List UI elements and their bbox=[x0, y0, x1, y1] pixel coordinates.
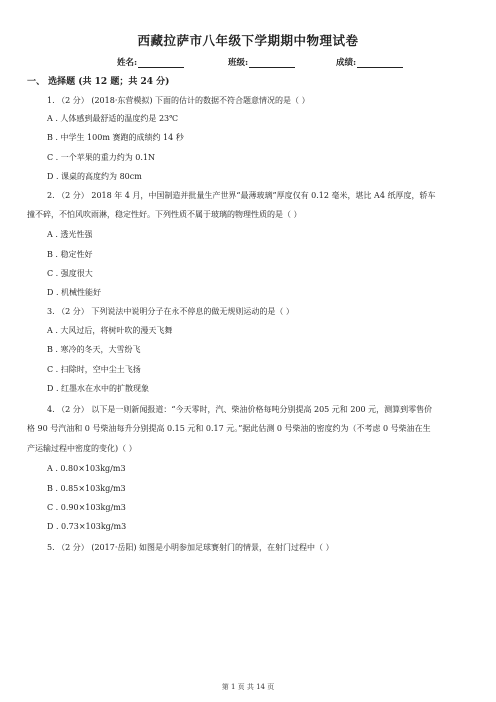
q1-option-a: A . 人体感到最舒适的温度约是 23℃ bbox=[47, 114, 179, 123]
question-3: 3. （2 分） 下列说法中说明分子在永不停息的做无规则运动的是（ ） bbox=[47, 307, 294, 316]
score-blank[interactable] bbox=[357, 59, 403, 68]
q1-option-d: D . 课桌的高度约为 80cm bbox=[47, 172, 142, 181]
question-5: 5. （2 分） (2017·岳阳) 如图是小明参加足球赛射门的情景，在射门过程中（ ） bbox=[47, 543, 334, 552]
page-footer: 第 1 页 共 14 页 bbox=[221, 683, 275, 691]
q2-option-d: D . 机械性能好 bbox=[47, 288, 102, 297]
q3-option-b: B . 寒冷的冬天，大雪纷飞 bbox=[47, 345, 141, 354]
q4-option-d: D . 0.73×103kg/m3 bbox=[47, 522, 127, 531]
q2-option-c: C . 强度很大 bbox=[47, 269, 93, 278]
q2-option-a: A . 透光性强 bbox=[47, 230, 93, 239]
q2-option-b: B . 稳定性好 bbox=[47, 250, 93, 259]
question-1: 1. （2 分） (2018·东营模拟) 下面的估计的数据不符合题意情况的是（ ） bbox=[47, 96, 310, 105]
question-4-line-2: 格 90 号汽油和 0 号柴油每升分别提高 0.15 元和 0.17 元。”据此估测 0 号柴油的密度约为（不考虑 0 号柴油在生 bbox=[27, 424, 431, 433]
name-blank[interactable] bbox=[138, 59, 184, 68]
q3-option-d: D . 红墨水在水中的扩散现象 bbox=[47, 384, 150, 393]
question-4-line-3: 产运输过程中密度的变化)（ ） bbox=[27, 444, 137, 453]
class-field: 班级: bbox=[228, 56, 295, 68]
q1-option-c: C . 一个苹果的重力约为 0.1N bbox=[47, 153, 156, 162]
name-field: 姓名: bbox=[117, 56, 184, 68]
question-2-line-1: 2. （2 分） 2018 年 4 月，中国制造并批量生产世界“最薄玻璃”厚度仅有 0.12 毫米，堪比 A4 纸厚度，轿车 bbox=[47, 191, 436, 200]
question-4-line-1: 4. （2 分） 以下是一则新闻报道：“今天零时，汽、柴油价格每吨分别提高 205 元和 200 元，测算到零售价 bbox=[47, 405, 433, 414]
q3-option-c: C . 扫除时，空中尘土飞扬 bbox=[47, 365, 141, 374]
q1-option-b: B . 中学生 100m 赛跑的成绩约 14 秒 bbox=[47, 133, 184, 142]
q4-option-a: A . 0.80×103kg/m3 bbox=[47, 464, 126, 473]
exam-title: 西藏拉萨市八年级下学期期中物理试卷 bbox=[137, 33, 359, 48]
q4-option-b: B . 0.85×103kg/m3 bbox=[47, 484, 126, 493]
q3-option-a: A . 大风过后，将树叶吹的漫天飞舞 bbox=[47, 326, 173, 335]
score-field: 成绩: bbox=[336, 56, 403, 68]
section-heading: 一、 选择题 (共 12 题；共 24 分) bbox=[27, 77, 170, 87]
question-2-line-2: 撞不碎，不怕风吹雨淋，稳定性好。下列性质不属于玻璃的物理性质的是（ ） bbox=[27, 210, 302, 219]
class-blank[interactable] bbox=[249, 59, 295, 68]
q4-option-c: C . 0.90×103kg/m3 bbox=[47, 503, 126, 512]
